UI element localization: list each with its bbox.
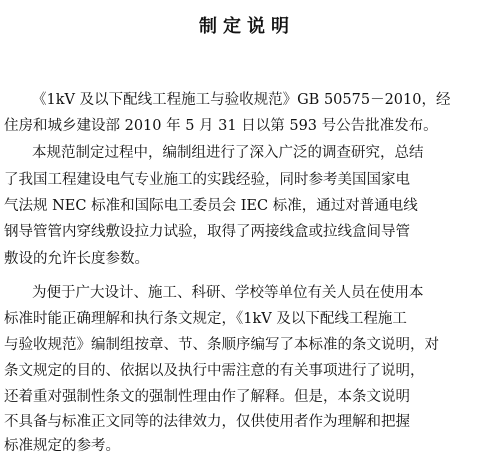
text-line-10: 与验收规范》编制组按章、节、条顺序编写了本标准的条文说明，对 xyxy=(4,337,439,353)
text-line-14: 标准规定的参考。 xyxy=(4,438,120,454)
text-line-4: 了我国工程建设电气专业施工的实践经验，同时参考美国国家电 xyxy=(4,172,410,188)
text-line-11: 条文规定的目的、依据以及执行中需注意的有关事项进行了说明， xyxy=(4,363,425,379)
text-line-3: 本规范制定过程中，编制组进行了深入广泛的调查研究，总结 xyxy=(32,145,424,161)
text-line-9: 标准时能正确理解和执行条文规定，《1kV 及以下配线工程施工 xyxy=(4,311,407,327)
text-line-1: 《1kV 及以下配线工程施工与验收规范》GB 50575－2010，经 xyxy=(32,92,451,108)
text-line-6: 钢导管管内穿线敷设拉力试验，取得了两接线盒或拉线盒间导管 xyxy=(4,224,410,240)
text-line-13: 不具备与标准正文同等的法律效力，仅供使用者作为理解和把握 xyxy=(4,414,410,430)
text-line-12: 还着重对强制性条文的强制性理由作了解释。但是，本条文说明 xyxy=(4,389,410,405)
text-line-5: 气法规 NEC 标准和国际电工委员会 IEC 标准，通过对普通电线 xyxy=(4,198,418,214)
text-line-2: 住房和城乡建设部 2010 年 5 月 31 日以第 593 号公告批准发布。 xyxy=(4,118,438,134)
page-title: 制定说明 xyxy=(199,16,295,37)
text-line-7: 敷设的允许长度参数。 xyxy=(4,251,149,267)
text-line-8: 为便于广大设计、施工、科研、学校等单位有关人员在使用本 xyxy=(32,285,424,301)
